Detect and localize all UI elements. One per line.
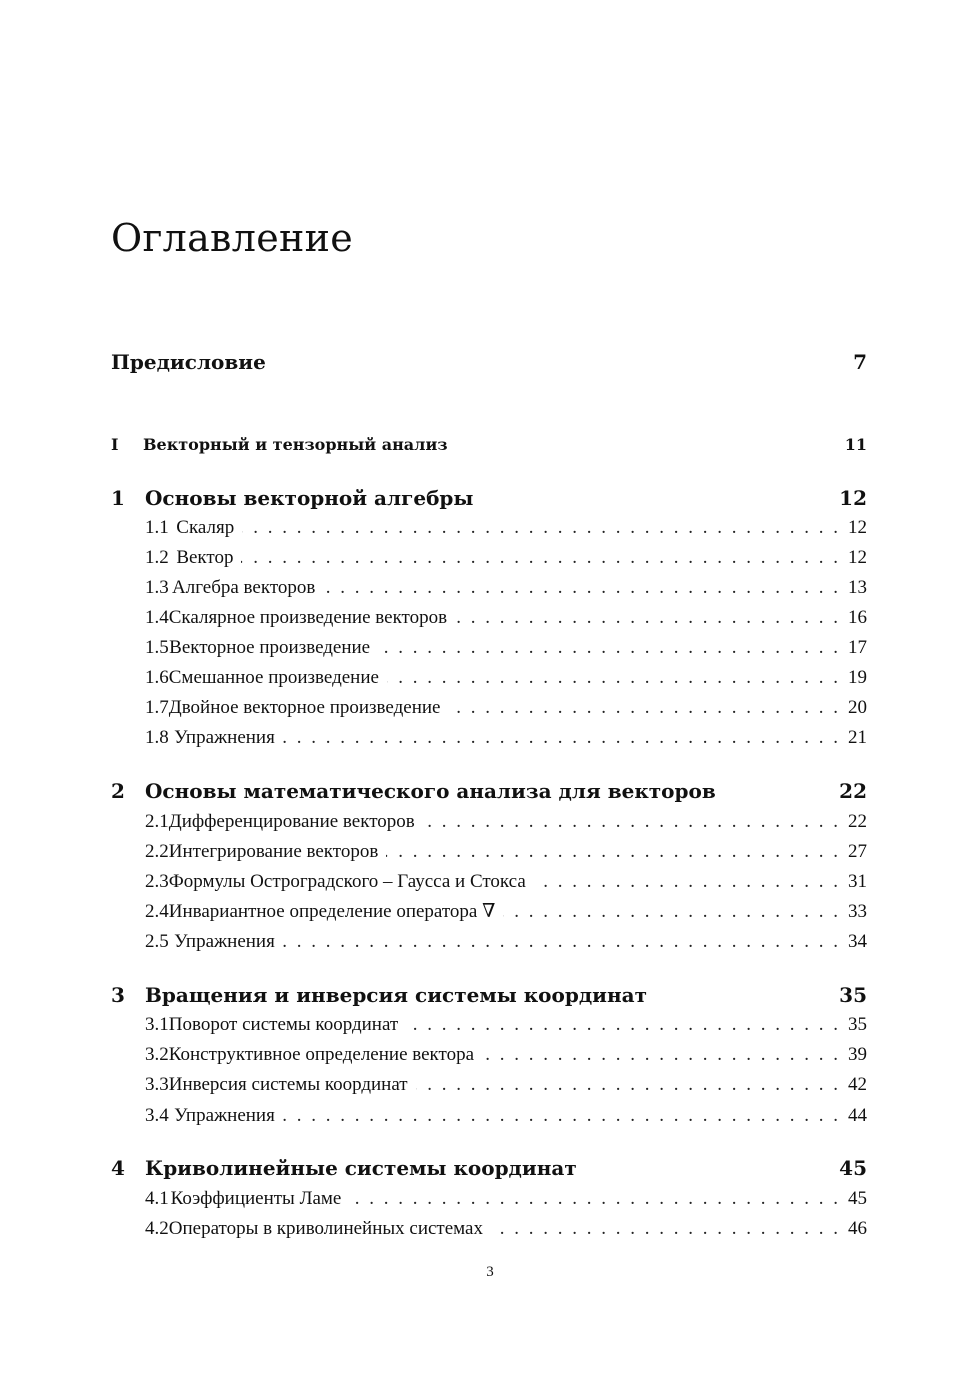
toc-section-label: Векторное произведение: [169, 637, 371, 658]
toc-section-number: 2.5: [145, 931, 169, 952]
toc-leader-dots: [482, 1041, 838, 1069]
toc-section-number: 1.8: [145, 727, 169, 748]
toc-section[interactable]: [145, 1215, 867, 1243]
toc-section-page: 27: [848, 841, 867, 862]
toc-leader-dots: [283, 724, 838, 752]
toc-leader-dots: [423, 808, 838, 836]
toc-leader-dots: [503, 898, 838, 926]
toc-section[interactable]: [145, 574, 867, 602]
toc-section[interactable]: [145, 694, 867, 722]
toc-section-page: 13: [848, 577, 867, 598]
toc-section-page: 20: [848, 697, 867, 718]
toc-section-number: 1.4: [145, 607, 169, 628]
toc-section-page: 35: [848, 1014, 867, 1035]
toc-section[interactable]: [145, 664, 867, 692]
toc-section-number: 3.1: [145, 1014, 169, 1035]
toc-leader-dots: [241, 544, 838, 572]
toc-chapter-page: 35: [839, 983, 867, 1007]
toc-section[interactable]: [145, 724, 867, 752]
toc-leader-dots: [491, 1215, 838, 1243]
toc-section-label: Скалярное произведение векторов: [168, 607, 448, 628]
toc-chapter-page: 22: [839, 779, 867, 803]
toc-preface-page: 7: [853, 350, 867, 374]
toc-section-label: Дифференцирование векторов: [168, 811, 415, 832]
toc-section[interactable]: [145, 1185, 867, 1213]
toc-leader-dots: [323, 574, 838, 602]
toc-section-number: 1.2: [145, 547, 169, 568]
toc-section-label: Коэффициенты Ламе: [170, 1188, 342, 1209]
toc-part-label: Векторный и тензорный анализ: [143, 435, 448, 454]
toc-section[interactable]: [145, 544, 867, 572]
toc-section-number: 1.1: [145, 517, 169, 538]
toc-leader-dots: [416, 1071, 838, 1099]
toc-section-page: 19: [848, 667, 867, 688]
toc-section[interactable]: [145, 634, 867, 662]
toc-leader-dots: [283, 928, 838, 956]
toc-section-page: 33: [848, 901, 867, 922]
toc-section-label: Поворот системы координат: [168, 1014, 399, 1035]
toc-part[interactable]: [111, 433, 867, 457]
toc-leader-dots: [386, 838, 838, 866]
toc-section-page: 44: [848, 1105, 867, 1126]
toc-chapter-label: Криволинейные системы координат: [145, 1156, 577, 1180]
toc-section-number: 1.6: [145, 667, 169, 688]
toc-section[interactable]: [145, 514, 867, 542]
toc-leader-dots: [242, 514, 838, 542]
toc-leader-dots: [455, 604, 838, 632]
toc-chapter[interactable]: [111, 981, 867, 1009]
toc-chapter[interactable]: [111, 1154, 867, 1182]
toc-section-page: 17: [848, 637, 867, 658]
toc-section-number: 4.1: [145, 1188, 169, 1209]
toc-section-number: 4.2: [145, 1218, 169, 1239]
toc-section[interactable]: [145, 808, 867, 836]
toc-section-number: 2.2: [145, 841, 169, 862]
toc-section-number: 3.3: [145, 1074, 169, 1095]
toc-chapter-number: 1: [111, 486, 125, 510]
toc-section-number: 3.4: [145, 1105, 169, 1126]
toc-section-number: 1.5: [145, 637, 169, 658]
toc-chapter-label: Вращения и инверсия системы координат: [145, 983, 648, 1007]
toc-section-number: 2.1: [145, 811, 169, 832]
toc-section-label: Скаляр: [176, 517, 235, 538]
toc-section-page: 46: [848, 1218, 867, 1239]
toc-section[interactable]: [145, 1011, 867, 1039]
toc-chapter-number: 3: [111, 983, 125, 1007]
toc-section-label: Двойное векторное произведение: [168, 697, 441, 718]
toc-section-page: 22: [848, 811, 867, 832]
toc-leader-dots: [534, 868, 838, 896]
toc-part-page: 11: [844, 435, 867, 454]
toc-section[interactable]: [145, 898, 867, 926]
toc-section-page: 42: [848, 1074, 867, 1095]
toc-section-number: 1.3: [145, 577, 169, 598]
toc-section-label: Упражнения: [174, 727, 275, 748]
toc-preface-label: Предисловие: [111, 350, 266, 374]
toc-leader-dots: [387, 664, 838, 692]
toc-chapter[interactable]: [111, 484, 867, 512]
toc-chapter-page: 45: [839, 1156, 867, 1180]
toc-section-page: 12: [848, 547, 867, 568]
toc-section-label: Формулы Остроградского – Гаусса и Стокса: [168, 871, 526, 892]
toc-preface[interactable]: [111, 348, 867, 376]
toc-section[interactable]: [145, 1071, 867, 1099]
toc-chapter-label: Основы векторной алгебры: [145, 486, 474, 510]
toc-section-label: Упражнения: [174, 931, 275, 952]
toc-section-label: Алгебра векторов: [172, 577, 316, 598]
toc-section-label: Операторы в криволинейных системах: [168, 1218, 483, 1239]
toc-section[interactable]: [145, 1102, 867, 1130]
toc-leader-dots: [448, 694, 838, 722]
toc-chapter-number: 4: [111, 1156, 125, 1180]
toc-section-number: 2.3: [145, 871, 169, 892]
toc-leader-dots: [406, 1011, 838, 1039]
toc-section-number: 3.2: [145, 1044, 169, 1065]
toc-section[interactable]: [145, 838, 867, 866]
toc-section-label: Инверсия системы координат: [168, 1074, 408, 1095]
toc-chapter-page: 12: [839, 486, 867, 510]
toc-section-page: 39: [848, 1044, 867, 1065]
toc-section-label: Интегрирование векторов: [168, 841, 379, 862]
toc-chapter-number: 2: [111, 779, 125, 803]
toc-section-page: 31: [848, 871, 867, 892]
toc-section-label: Упражнения: [174, 1105, 275, 1126]
toc-section-label: Смешанное произведение: [168, 667, 379, 688]
toc-section[interactable]: [145, 928, 867, 956]
toc-part-number: I: [111, 435, 119, 454]
page-number: 3: [486, 1264, 494, 1280]
toc-section-page: 21: [848, 727, 867, 748]
page-title: Оглавление: [111, 216, 354, 260]
toc-chapter-label: Основы математического анализа для векторов: [145, 779, 716, 803]
toc-leader-dots: [283, 1102, 838, 1130]
toc-section[interactable]: [145, 868, 867, 896]
toc-section-number: 2.4: [145, 901, 169, 922]
toc-section-label: Конструктивное определение вектора: [168, 1044, 475, 1065]
toc-section-page: 45: [848, 1188, 867, 1209]
toc-section-label: Инвариантное определение оператора ∇: [168, 901, 496, 922]
toc-section[interactable]: [145, 604, 867, 632]
toc-section-number: 1.7: [145, 697, 169, 718]
toc-section-page: 12: [848, 517, 867, 538]
toc-chapter[interactable]: [111, 777, 867, 805]
toc-section[interactable]: [145, 1041, 867, 1069]
toc-section-page: 34: [848, 931, 867, 952]
toc-leader-dots: [349, 1185, 838, 1213]
toc-section-page: 16: [848, 607, 867, 628]
toc-section-label: Вектор: [176, 547, 234, 568]
toc-leader-dots: [378, 634, 838, 662]
